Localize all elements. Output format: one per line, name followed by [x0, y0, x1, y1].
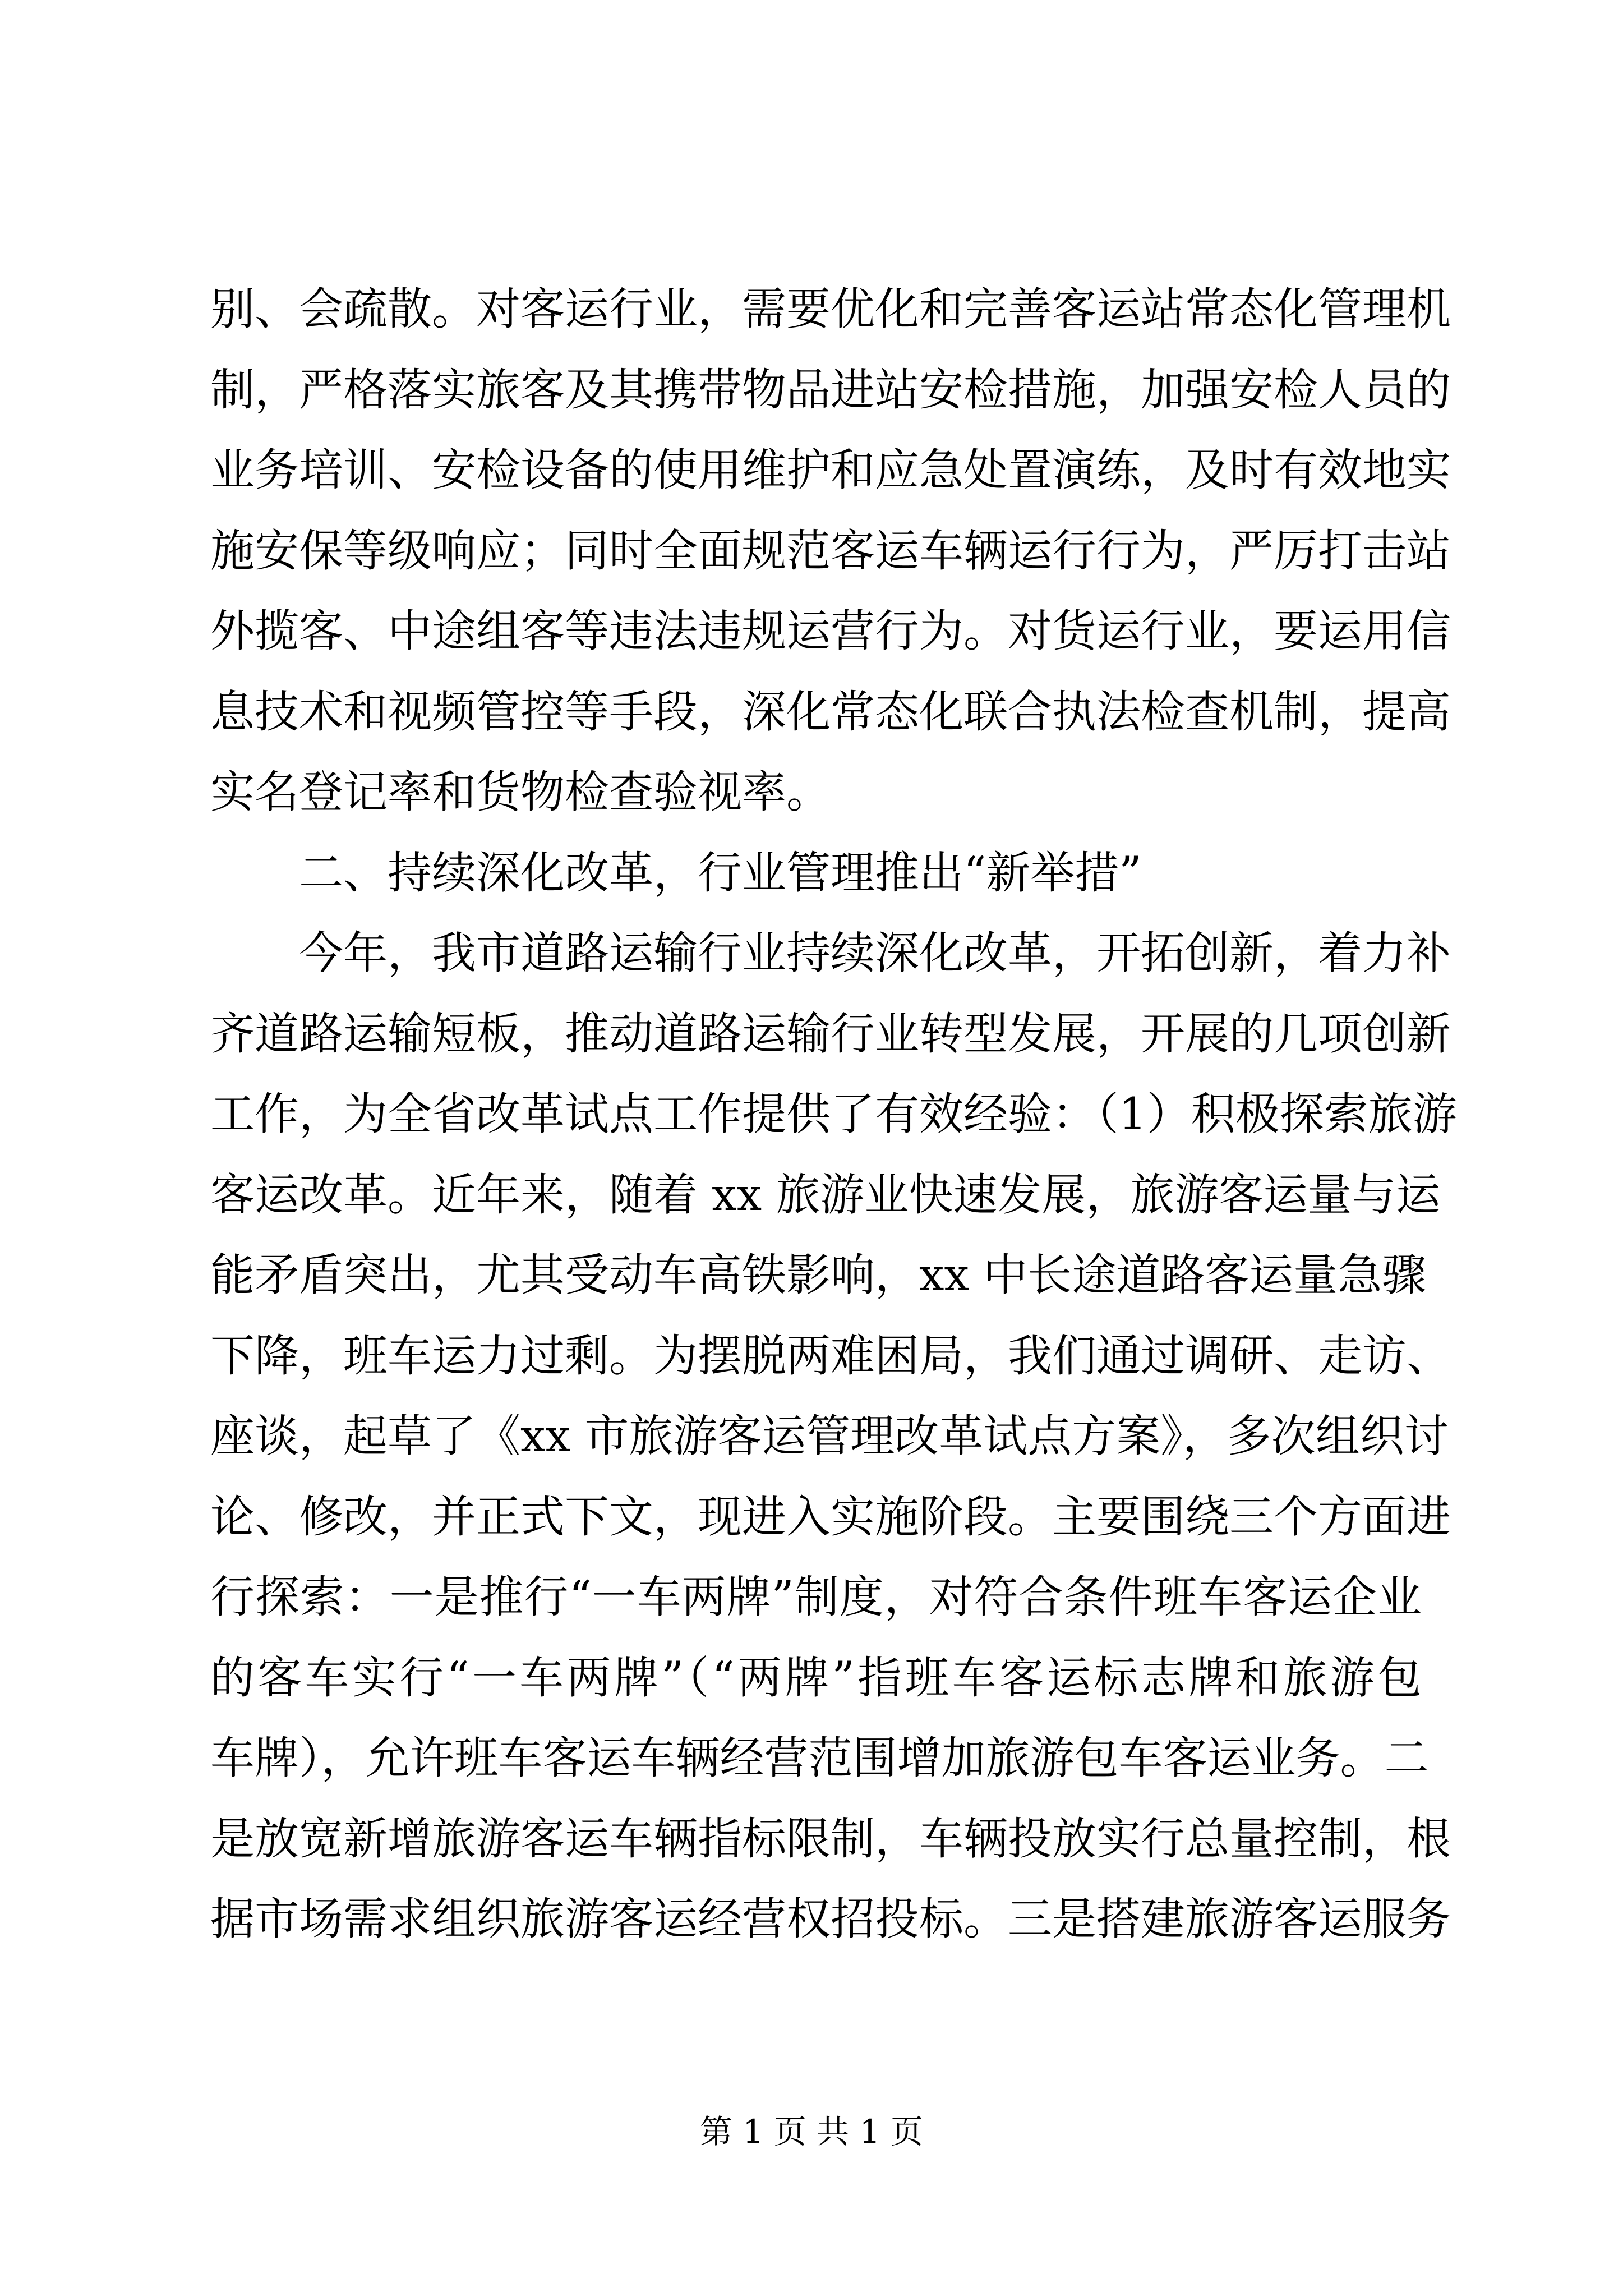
text-line: 下降，班车运力过剩。为摆脱两难困局，我们通过调研、走访、 — [210, 1329, 1451, 1382]
text-line: 工作，为全省改革试点工作提供了有效经验：（1）积极探索旅游 — [210, 1088, 1457, 1140]
text-line: 今年，我市道路运输行业持续深化改革，开拓创新，着力补 — [299, 927, 1451, 979]
text-line: 是放宽新增旅游客运车辆指标限制，车辆投放实行总量控制，根 — [210, 1812, 1451, 1865]
text-line: 座谈，起草了《xx 市旅游客运管理改革试点方案》，多次组织讨 — [210, 1410, 1449, 1462]
text-line: 制，严格落实旅客及其携带物品进站安检措施，加强安检人员的 — [210, 364, 1451, 416]
text-line: 施安保等级响应；同时全面规范客运车辆运行行为，严厉打击站 — [210, 524, 1451, 577]
text-line: 齐道路运输短板，推动道路运输行业转型发展，开展的几项创新 — [210, 1007, 1451, 1060]
page-footer — [0, 2109, 1623, 2154]
text-line: 据市场需求组织旅游客运经营权招投标。三是搭建旅游客运服务 — [210, 1893, 1451, 1945]
text-line: 别、会疏散。对客运行业，需要优化和完善客运站常态化管理机 — [210, 283, 1451, 335]
text-line: 业务培训、安检设备的使用维护和应急处置演练，及时有效地实 — [210, 444, 1451, 496]
text-line: 车牌），允许班车客运车辆经营范围增加旅游包车客运业务。二 — [210, 1732, 1429, 1784]
text-line: 外揽客、中途组客等违法违规运营行为。对货运行业，要运用信 — [210, 605, 1451, 657]
text-line: 实名登记率和货物检查验视率。 — [210, 766, 831, 818]
page-number-label: 第 1 页 共 1 页 — [700, 2113, 923, 2151]
text-line: 能矛盾突出，尤其受动车高铁影响，xx 中长途道路客运量急骤 — [210, 1249, 1427, 1301]
text-line: 论、修改，并正式下文，现进入实施阶段。主要围绕三个方面进 — [210, 1490, 1451, 1543]
text-line: 的客车实行“一车两牌”（“两牌”指班车客运标志牌和旅游包 — [210, 1651, 1422, 1704]
text-line: 行探索：一是推行“一车两牌”制度，对符合条件班车客运企业 — [210, 1571, 1422, 1623]
text-line: 客运改革。近年来，随着 xx 旅游业快速发展，旅游客运量与运 — [210, 1168, 1441, 1221]
text-line: 息技术和视频管控等手段，深化常态化联合执法检查机制，提高 — [210, 685, 1451, 738]
document-body — [210, 269, 1457, 1960]
section-heading: 二、持续深化改革，行业管理推出“新举措” — [299, 846, 1142, 899]
